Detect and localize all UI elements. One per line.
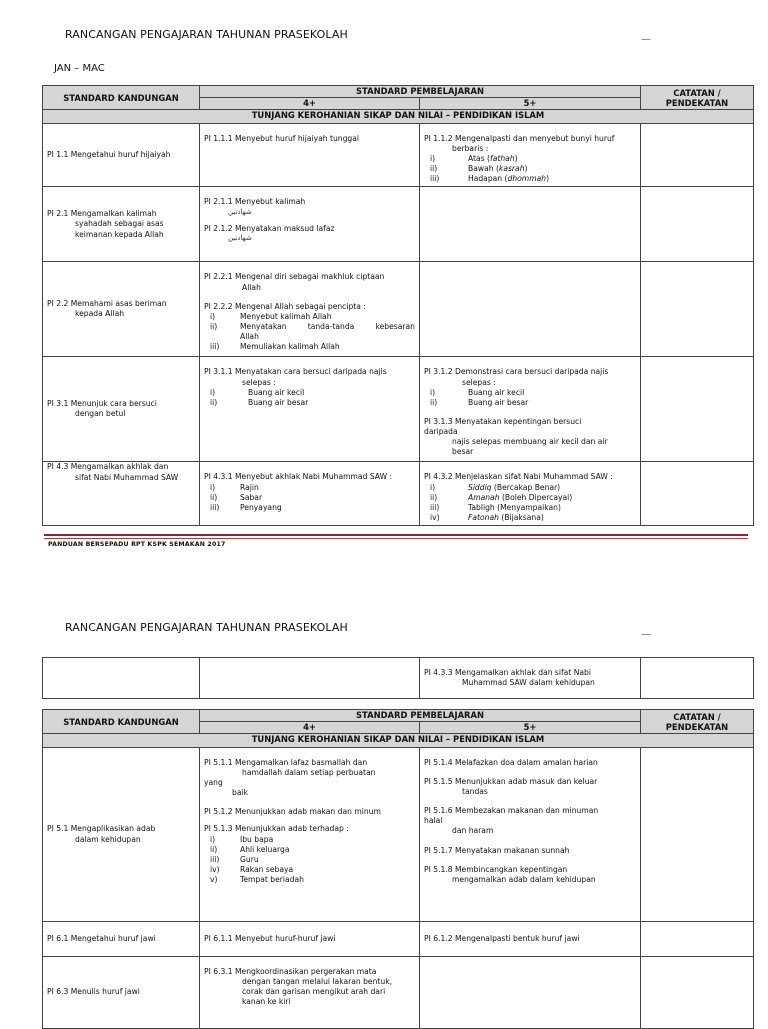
page-title: RANCANGAN PENGAJARAN TAHUNAN PRASEKOLAH (65, 621, 348, 634)
table-row (43, 357, 754, 462)
header-age-4: 4+ (200, 722, 420, 734)
table-row (43, 124, 754, 187)
catatan-cell (641, 957, 754, 1029)
table-row (43, 658, 754, 699)
sp4-cell: PI 6.1.1 Menyebut huruf-huruf jawi (200, 922, 420, 957)
standard-kandungan-cell: PI 6.3 Menulis huruf jawi (43, 957, 200, 1029)
standard-kandungan-cell: PI 2.1 Mengamalkan kalimah syahadah sebagai asas keimanan kepada Allah (43, 187, 200, 262)
rpt-table-1 (42, 85, 754, 526)
header-age-4: 4+ (200, 98, 420, 110)
sp5-cell: PI 1.1.2 Mengenalpasti dan menyebut bunyi huruf berbaris : i) Atas (fathah) ii) Bawah (kasrah) iii) Hadapan (dhommah) (420, 124, 641, 187)
sp5-cell (420, 262, 641, 357)
header-age-5: 5+ (420, 722, 641, 734)
sp5-cell: PI 4.3.2 Menjelaskan sifat Nabi Muhammad SAW : i) Siddiq (Bercakap Benar) ii) Amanah (Boleh Dipercayai) iii) Tabligh (Menyampaikan) iv) Fatonah (Bijaksana) (420, 462, 641, 525)
page-title: RANCANGAN PENGAJARAN TAHUNAN PRASEKOLAH (65, 28, 348, 41)
sp5-cell: PI 6.1.2 Mengenalpasti bentuk huruf jawi (420, 922, 641, 957)
sp4-cell: PI 2.1.1 Menyebut kalimah شهادتين PI 2.1.2 Menyatakan maksud lafaz شهادتين (200, 187, 420, 262)
sp4-cell: PI 5.1.1 Mengamalkan lafaz basmallah dan hamdallah dalam setiap perbuatan yang baik PI 5.1.2 Menunjukkan adab makan dan minum PI 5.1.3 Menunjukkan adab terhadap : i) Ibu bapa ii) Ahli keluarga iii) Guru iv) Rakan sebaya v) Tempat beriadah (200, 748, 420, 922)
sp5-cell (420, 187, 641, 262)
sp4-cell: PI 4.3.1 Menyebut akhlak Nabi Muhammad SAW : i) Rajin ii) Sabar iii) Penyayang (200, 462, 420, 525)
sp5-cell: PI 3.1.2 Demonstrasi cara bersuci daripada najis selepas : i) Buang air kecil ii) Buang air besar PI 3.1.3 Menyatakan kepentingan bersuci daripada najis selepas membuang air kecil dan air besar (420, 357, 641, 462)
catatan-cell (641, 262, 754, 357)
header-standard-kandungan: STANDARD KANDUNGAN (43, 710, 200, 734)
sp4-cell: PI 3.1.1 Menyatakan cara bersuci daripada najis selepas : i) Buang air kecil ii) Buang air besar (200, 357, 420, 462)
table-row (43, 187, 754, 262)
page-mark: — (641, 629, 651, 640)
catatan-cell (641, 462, 754, 525)
sp5-cell: PI 4.3.3 Mengamalkan akhlak dan sifat Nabi Muhammad SAW dalam kehidupan (420, 658, 641, 699)
table-row (43, 462, 754, 525)
sp4-cell (200, 658, 420, 699)
tunjang-header: TUNJANG KEROHANIAN SIKAP DAN NILAI – PENDIDIKAN ISLAM (43, 110, 754, 124)
period-label: JAN – MAC (54, 63, 105, 74)
standard-kandungan-cell: PI 4.3 Mengamalkan akhlak dan sifat Nabi Muhammad SAW (43, 462, 200, 525)
header-catatan: CATATAN / PENDEKATAN (641, 710, 754, 734)
rpt-table-2 (42, 709, 754, 1029)
catatan-cell (641, 922, 754, 957)
sp4-cell: PI 1.1.1 Menyebut huruf hijaiyah tunggal (200, 124, 420, 187)
table-row (43, 262, 754, 357)
footer-rule (44, 538, 748, 539)
table-row (43, 922, 754, 957)
header-standard-pembelajaran: STANDARD PEMBELAJARAN (200, 710, 641, 722)
tunjang-header: TUNJANG KEROHANIAN SIKAP DAN NILAI – PENDIDIKAN ISLAM (43, 734, 754, 748)
table-row (43, 957, 754, 1029)
header-catatan: CATATAN / PENDEKATAN (641, 86, 754, 110)
header-standard-pembelajaran: STANDARD PEMBELAJARAN (200, 86, 641, 98)
footer-text: PANDUAN BERSEPADU RPT KSPK SEMAKAN 2017 (48, 541, 226, 548)
catatan-cell (641, 124, 754, 187)
standard-kandungan-cell: PI 6.1 Mengetahui huruf jawi (43, 922, 200, 957)
sp4-cell: PI 2.2.1 Mengenal diri sebagai makhluk ciptaan Allah PI 2.2.2 Mengenal Allah sebagai pencipta : i) Menyebut kalimah Allah ii) Menyatakan tanda-tanda kebesaran Allah iii) Memuliakan kalimah Allah (200, 262, 420, 357)
sp5-cell (420, 957, 641, 1029)
standard-kandungan-cell (43, 658, 200, 699)
standard-kandungan-cell: PI 5.1 Mengaplikasikan adab dalam kehidupan (43, 748, 200, 922)
catatan-cell (641, 658, 754, 699)
sp4-cell: PI 6.3.1 Mengkoordinasikan pergerakan mata dengan tangan melalui lakaran bentuk, corak dan garisan mengikut arah dari kanan ke kiri (200, 957, 420, 1029)
catatan-cell (641, 748, 754, 922)
standard-kandungan-cell: PI 2.2 Memahami asas beriman kepada Allah (43, 262, 200, 357)
header-standard-kandungan: STANDARD KANDUNGAN (43, 86, 200, 110)
standard-kandungan-cell: PI 1.1 Mengetahui huruf hijaiyah (43, 124, 200, 187)
page-mark: — (641, 34, 651, 45)
footer-rule (44, 534, 748, 536)
sp5-cell: PI 5.1.4 Melafazkan doa dalam amalan harian PI 5.1.5 Menunjukkan adab masuk dan keluar tandas PI 5.1.6 Membezakan makanan dan minuman halal dan haram PI 5.1.7 Menyatakan makanan sunnah PI 5.1.8 Membincangkan kepentingan mengamalkan adab dalam kehidupan (420, 748, 641, 922)
continuation-table (42, 657, 754, 699)
catatan-cell (641, 357, 754, 462)
catatan-cell (641, 187, 754, 262)
header-age-5: 5+ (420, 98, 641, 110)
table-row (43, 748, 754, 922)
standard-kandungan-cell: PI 3.1 Menunjuk cara bersuci dengan betul (43, 357, 200, 462)
